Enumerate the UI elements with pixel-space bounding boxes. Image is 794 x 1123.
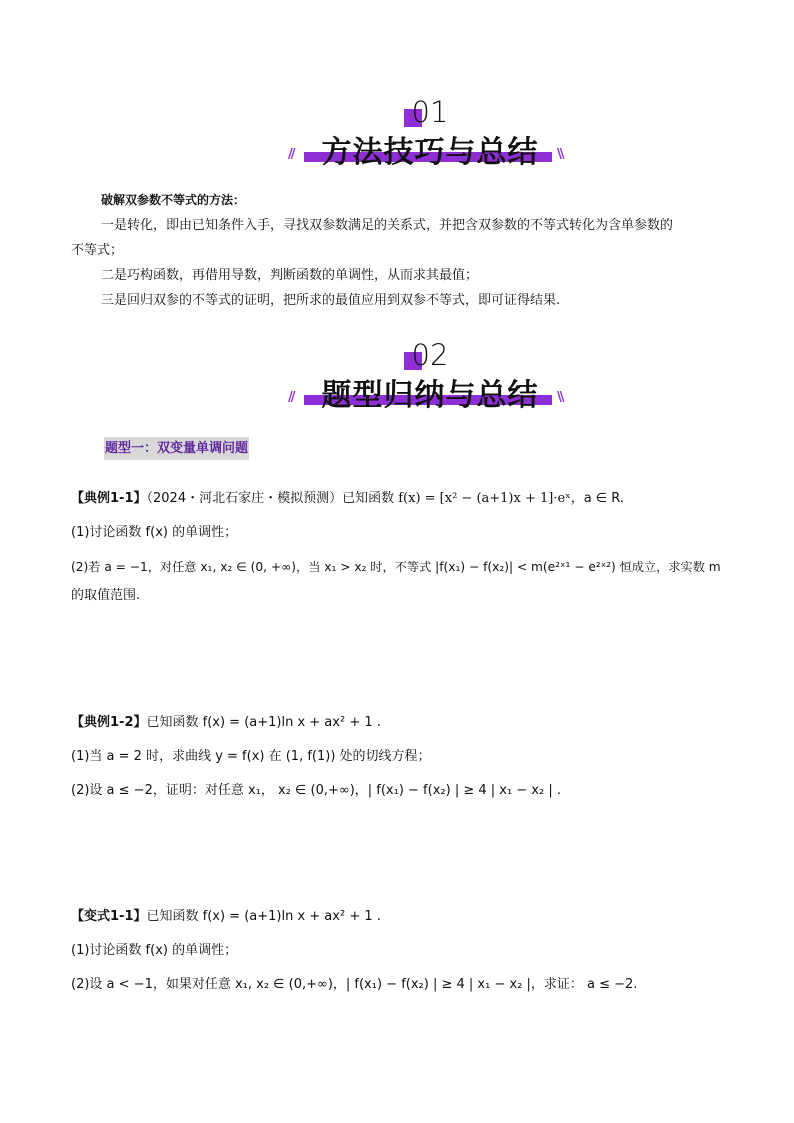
method-summary	[71, 188, 721, 313]
question-2: (2)若 a = −1，对任意 x₁, x₂ ∈ (0, +∞)，当 x₁ > x₂ 时，不等式 |f(x₁) − f(x₂)| < m(e²ˣ¹ − e²ˣ²) 恒成立，求实数 m	[71, 560, 721, 574]
question-1: (1)当 a = 2 时，求曲线 y = f(x) 在 (1, f(1)) 处的切线方程；	[71, 749, 431, 764]
heading-slash-left: //	[288, 390, 294, 405]
problem-text: 已知函数 f(x) = (a+1)ln x + ax² + 1 .	[146, 715, 381, 730]
heading-slash-right: \\	[557, 147, 563, 162]
problem-stem	[71, 706, 731, 740]
problem-stem	[71, 482, 731, 516]
problem-stem	[71, 900, 731, 934]
problem-tag: 【变式1-1】	[71, 909, 147, 924]
summary-line-2: 二是巧构函数，再借用导数，判断函数的单调性，从而求其最值；	[101, 268, 479, 283]
problem-source: （2024・河北石家庄・模拟预测）已知函数	[146, 491, 395, 506]
problem-text: 已知函数 f(x) = (a+1)ln x + ax² + 1 .	[146, 909, 381, 924]
section-number: 02	[411, 338, 449, 372]
problem-condition: ，a ∈ R.	[570, 491, 624, 506]
heading-slash-left: //	[288, 147, 294, 162]
section-title: 题型归纳与总结	[321, 378, 539, 413]
question-2: (2)设 a ≤ −2，证明：对任意 x₁， x₂ ∈ (0,+∞)，| f(x₁) − f(x₂) | ≥ 4 | x₁ − x₂ | .	[71, 783, 562, 798]
question-2-cont: 的取值范围.	[71, 588, 141, 603]
summary-line-3: 三是回归双参的不等式的证明，把所求的最值应用到双参不等式，即可证得结果.	[101, 293, 561, 308]
example-1-1	[71, 482, 731, 608]
section-heading-2	[0, 338, 794, 418]
problem-tag: 【典例1-1】	[71, 491, 147, 506]
heading-slash-right: \\	[557, 390, 563, 405]
problem-function: f(x) = [x² − (a+1)x + 1]·eˣ	[398, 491, 571, 506]
summary-heading: 破解双参数不等式的方法：	[101, 193, 246, 207]
section-title: 方法技巧与总结	[321, 135, 539, 170]
question-1: (1)讨论函数 f(x) 的单调性；	[71, 943, 238, 958]
variant-1-1	[71, 900, 731, 1002]
example-1-2	[71, 706, 731, 808]
section-number: 01	[411, 95, 449, 129]
problem-tag: 【典例1-2】	[71, 715, 147, 730]
summary-line-1-cont: 不等式；	[71, 243, 124, 258]
problem-type-label: 题型一：双变量单调问题	[104, 437, 249, 460]
summary-line-1: 一是转化，即由已知条件入手，寻找双参数满足的关系式，并把含双参数的不等式转化为含单参数的	[101, 218, 674, 233]
section-heading-1	[0, 95, 794, 175]
question-2: (2)设 a < −1，如果对任意 x₁, x₂ ∈ (0,+∞)，| f(x₁) − f(x₂) | ≥ 4 | x₁ − x₂ |，求证： a ≤ −2.	[71, 977, 638, 992]
question-1: (1)讨论函数 f(x) 的单调性；	[71, 525, 238, 540]
